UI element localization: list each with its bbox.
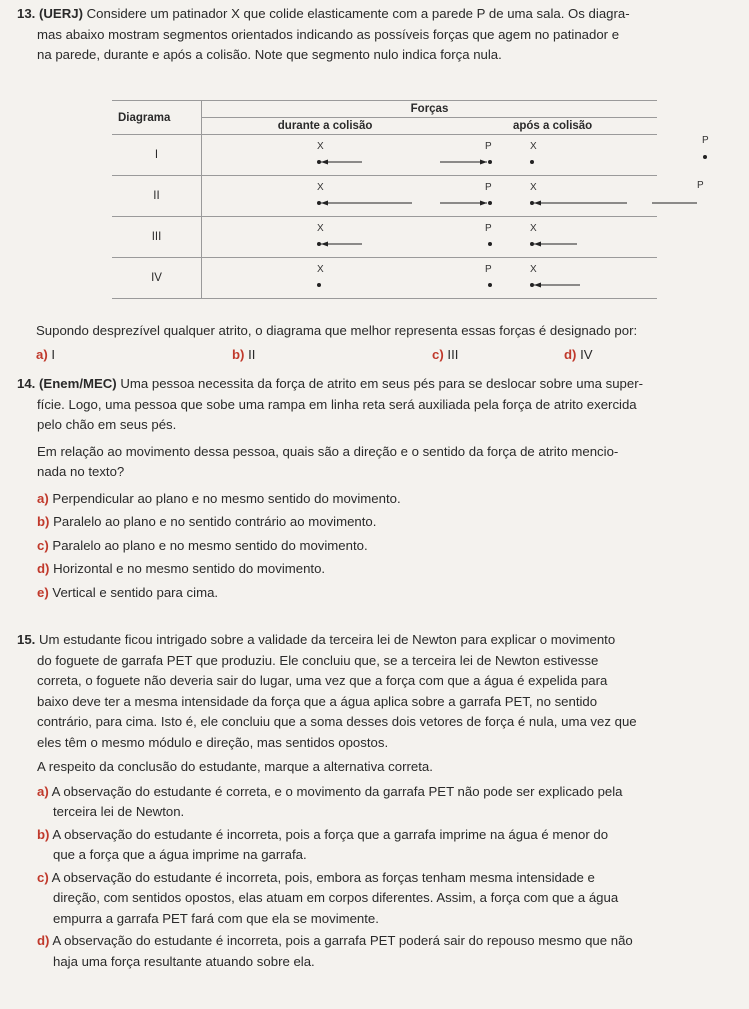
- q15-options: [17, 782, 739, 973]
- option-text: A observação do estudante é incorreta, pois a garrafa PET poderá sair do repouso mesmo que não: [52, 933, 633, 948]
- q13-option-d[interactable]: [564, 347, 593, 362]
- q14-option-c[interactable]: [17, 536, 739, 557]
- table-header-forces: Forças: [202, 101, 658, 118]
- option-text: Perpendicular ao plano e no mesmo sentido do movimento.: [52, 490, 401, 506]
- label-x: X: [530, 141, 537, 152]
- q14-line-1: [17, 374, 739, 395]
- q13-option-a[interactable]: [36, 347, 55, 362]
- q14-option-e[interactable]: [17, 583, 739, 604]
- label-p: P: [702, 135, 709, 146]
- q13-text-1: Considere um patinador X que colide elasticamente com a parede P de uma sala. Os diagra-: [86, 6, 630, 21]
- question-13: [17, 4, 739, 66]
- q14-text-3: pelo chão em seus pés.: [37, 417, 177, 432]
- q15-text-3: correta, o foguete não deveria sair do lugar, uma vez que a força com que a água é expelida para: [37, 673, 608, 688]
- label-p: P: [485, 182, 492, 193]
- row-label-I: I: [112, 135, 202, 176]
- label-x: X: [317, 141, 324, 152]
- question-14: [17, 374, 739, 603]
- option-text: Vertical e sentido para cima.: [52, 584, 219, 600]
- option-letter: a): [36, 347, 48, 362]
- option-letter: e): [37, 584, 49, 600]
- q15-question: A respeito da conclusão do estudante, marque a alternativa correta.: [37, 759, 433, 774]
- option-text: A observação do estudante é incorreta, pois, embora as forças tenham mesma intensidade e: [51, 869, 595, 885]
- option-letter: d): [37, 561, 50, 576]
- option-text-cont: que a força que a água imprime na garrafa.: [53, 847, 307, 862]
- q15-text-5: contrário, para cima. Isto é, ele concluiu que a soma desses dois vetores de força é nula, uma vez que: [37, 714, 637, 729]
- q15-option-b[interactable]: [17, 825, 739, 866]
- option-letter: a): [37, 783, 49, 799]
- table-header-during: durante a colisão: [202, 118, 449, 135]
- table-header-after: após a colisão: [448, 118, 657, 135]
- q13-text-3: na parede, durante e após a colisão. Note que segmento nulo indica força nula.: [37, 47, 502, 62]
- force-diagram-IV: [202, 258, 658, 299]
- q13-line-1: [17, 4, 739, 25]
- table-row: [112, 135, 657, 176]
- q14-question-2: nada no texto?: [37, 464, 125, 479]
- label-x: X: [530, 223, 537, 234]
- row-label-II: II: [112, 176, 202, 217]
- label-p: P: [485, 264, 492, 275]
- q13-number: 13.: [17, 6, 36, 21]
- option-letter: b): [37, 826, 50, 842]
- q15-option-a[interactable]: [17, 782, 739, 823]
- option-letter: c): [432, 347, 444, 362]
- option-text: A observação do estudante é incorreta, pois a força que a garrafa imprime na água é menor do: [52, 826, 609, 842]
- option-text: A observação do estudante é correta, e o movimento da garrafa PET não pode ser explicado pela: [51, 783, 623, 799]
- q13-option-c[interactable]: [432, 347, 458, 362]
- option-text-cont: terceira lei de Newton.: [53, 804, 185, 819]
- label-p: P: [485, 141, 492, 152]
- option-text: I: [51, 347, 56, 362]
- label-p: P: [485, 223, 492, 234]
- q15-number: 15.: [17, 632, 36, 647]
- q14-question-1: Em relação ao movimento dessa pessoa, quais são a direção e o sentido da força de atrito mencio-: [37, 443, 619, 459]
- q14-number: 14.: [17, 376, 36, 391]
- row-label-III: III: [112, 217, 202, 258]
- q15-text-1: Um estudante ficou intrigado sobre a validade da terceira lei de Newton para explicar o movimento: [39, 632, 616, 647]
- option-letter: c): [37, 869, 49, 885]
- option-letter: c): [37, 537, 49, 553]
- label-x: X: [530, 264, 537, 275]
- option-letter: d): [564, 347, 577, 362]
- option-letter: b): [37, 514, 50, 529]
- q14-option-d[interactable]: [17, 559, 739, 580]
- option-letter: a): [37, 490, 49, 506]
- q14-text-1: Uma pessoa necessita da força de atrito em seus pés para se deslocar sobre uma super-: [120, 376, 643, 391]
- q14-options: [17, 489, 739, 604]
- q14-text-2: fície. Logo, uma pessoa que sobe uma rampa em linha reta será auxiliada pela força de atrito exercida: [37, 396, 637, 412]
- table-row: [112, 176, 657, 217]
- table-row: [112, 217, 657, 258]
- q13-option-b[interactable]: [232, 347, 255, 362]
- q13-prompt: Supondo desprezível qualquer atrito, o diagrama que melhor representa essas forças é designado por:: [36, 323, 638, 338]
- q15-text-6: eles têm o mesmo módulo e direção, mas sentidos opostos.: [37, 734, 389, 750]
- question-15: [17, 630, 739, 972]
- q15-text-4: baixo deve ter a mesma intensidade da força que a água aplica sobre a garrafa PET, no sentido: [37, 693, 598, 709]
- q15-option-d[interactable]: [17, 931, 739, 972]
- option-text: Paralelo ao plano e no sentido contrário ao movimento.: [53, 514, 377, 529]
- q13-text-2: mas abaixo mostram segmentos orientados indicando as possíveis forças que agem no patinador e: [37, 26, 620, 42]
- option-text: IV: [580, 347, 593, 362]
- table-header-diagram: Diagrama: [112, 101, 202, 135]
- label-x: X: [317, 182, 324, 193]
- label-x: X: [317, 223, 324, 234]
- option-text-cont: haja uma força resultante atuando sobre ela.: [53, 953, 315, 969]
- option-text-cont: direção, com sentidos opostos, elas atuam em corpos diferentes. Assim, a força com que a água: [53, 890, 619, 905]
- q15-text-2: do foguete de garrafa PET que produziu. Ele concluiu que, se a terceira lei de Newton estivesse: [37, 652, 599, 668]
- force-diagram-I: [202, 135, 709, 176]
- option-text: Horizontal e no mesmo sentido do movimento.: [53, 561, 326, 576]
- q14-option-a[interactable]: [17, 489, 739, 510]
- q13-options: [36, 347, 736, 367]
- label-x: X: [317, 264, 324, 275]
- row-label-IV: IV: [112, 258, 202, 299]
- label-x: X: [530, 182, 537, 193]
- option-text-cont: empurra a garrafa PET fará com que ela se movimente.: [53, 910, 379, 926]
- option-text: II: [248, 347, 256, 362]
- option-letter: d): [37, 933, 50, 948]
- table-row: [112, 258, 657, 299]
- q14-option-b[interactable]: [17, 512, 739, 533]
- option-text: III: [447, 347, 459, 362]
- q15-option-c[interactable]: [17, 868, 739, 930]
- option-text: Paralelo ao plano e no mesmo sentido do movimento.: [52, 537, 368, 553]
- option-letter: b): [232, 347, 245, 362]
- q15-line-1: [17, 630, 739, 651]
- forces-table: [112, 100, 709, 299]
- q14-source: (Enem/MEC): [39, 376, 117, 391]
- force-diagram-II: [202, 176, 704, 217]
- q13-source: (UERJ): [39, 6, 83, 21]
- label-p: P: [697, 180, 704, 191]
- force-diagram-III: [202, 217, 658, 258]
